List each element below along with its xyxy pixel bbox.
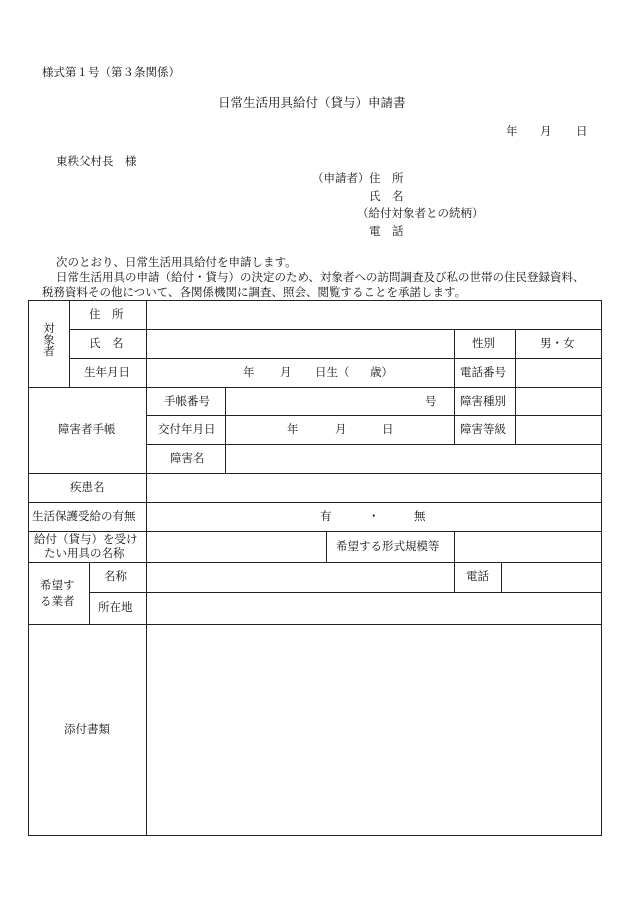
- applicant-relation-label: （給付対象者との続柄）: [357, 206, 484, 220]
- issue-month: 月: [335, 422, 347, 436]
- col-line: [146, 301, 147, 836]
- col-line: [454, 531, 455, 562]
- col-line: [89, 562, 90, 624]
- name-label: 氏 名: [89, 336, 124, 350]
- equipment-label-2: たい用具の名称: [44, 546, 125, 560]
- disability-name-label: 障害名: [170, 451, 205, 465]
- birth-year: 年: [243, 365, 255, 379]
- handbook-number-suffix: 号: [425, 394, 437, 408]
- vendor-label-2: る業者: [40, 594, 75, 608]
- disability-type-label: 障害種別: [460, 394, 506, 408]
- vendor-name-label: 名称: [104, 569, 127, 583]
- attachments-label: 添付書類: [64, 722, 110, 736]
- body-text-line-1: 次のとおり、日常生活用具給付を申請します。: [56, 255, 297, 269]
- birth-age: 歳）: [370, 365, 393, 379]
- handbook-number-label: 手帳番号: [164, 394, 210, 408]
- col-line: [69, 301, 70, 387]
- applicant-role: （申請者）: [312, 171, 370, 185]
- birth-day: 日生（: [315, 365, 350, 379]
- row-line: [69, 358, 602, 359]
- row-line: [146, 415, 602, 416]
- addressee: 東秩父村長 様: [56, 154, 137, 168]
- issue-year: 年: [287, 422, 299, 436]
- row-line: [29, 387, 602, 388]
- col-line: [225, 387, 226, 473]
- date-month-label: 月: [540, 124, 552, 138]
- gender-options: 男・女: [540, 336, 575, 350]
- spec-label: 希望する形式規模等: [336, 539, 440, 553]
- page-title: 日常生活用具給付（貸与）申請書: [218, 95, 406, 110]
- body-text-line-2: 日常生活用具の申請（給付・貸与）の決定のため、対象者への訪問調査及び私の世帯の住民登録資料、: [56, 270, 585, 284]
- row-line: [69, 329, 602, 330]
- birth-month: 月: [280, 365, 292, 379]
- row-line: [29, 502, 602, 503]
- row-line: [29, 473, 602, 474]
- col-line: [515, 387, 516, 445]
- welfare-no: 無: [414, 509, 426, 523]
- disease-name-label: 疾患名: [70, 480, 105, 494]
- handbook-label: 障害者手帳: [58, 422, 116, 436]
- applicant-name-label: 氏 名: [369, 189, 404, 203]
- col-line: [454, 562, 455, 592]
- col-line: [515, 329, 516, 387]
- applicant-address-label: 住 所: [369, 171, 404, 185]
- row-line: [89, 592, 602, 593]
- equipment-label-1: 給付（貸与）を受け: [34, 532, 138, 546]
- issue-date-label: 交付年月日: [158, 422, 216, 436]
- row-line: [29, 624, 602, 625]
- col-line: [454, 387, 455, 445]
- body-text-line-3: 税務資料その他について、各関係機関に調査、照会、閲覧することを承諾します。: [42, 285, 467, 299]
- vendor-label-1: 希望す: [40, 578, 75, 592]
- subject-label: 対象者: [42, 322, 56, 357]
- row-line: [146, 444, 602, 445]
- col-line: [326, 531, 327, 562]
- vendor-phone-label: 電話: [466, 569, 489, 583]
- welfare-label: 生活保護受給の有無: [32, 509, 136, 523]
- applicant-phone-label: 電 話: [369, 224, 404, 238]
- disability-grade-label: 障害等級: [460, 422, 506, 436]
- welfare-dot: ・: [368, 509, 380, 523]
- application-table: [28, 300, 602, 836]
- gender-label: 性別: [472, 336, 495, 350]
- welfare-yes: 有: [320, 509, 332, 523]
- col-line: [501, 562, 502, 592]
- vendor-location-label: 所在地: [98, 600, 133, 614]
- form-number: 様式第１号（第３条関係）: [42, 65, 180, 79]
- date-year-label: 年: [506, 124, 518, 138]
- row-line: [29, 562, 602, 563]
- birthdate-label: 生年月日: [84, 365, 130, 379]
- col-line: [454, 329, 455, 387]
- date-day-label: 日: [576, 124, 588, 138]
- phone-number-label: 電話番号: [460, 365, 506, 379]
- address-label: 住 所: [89, 307, 124, 321]
- issue-day: 日: [382, 422, 394, 436]
